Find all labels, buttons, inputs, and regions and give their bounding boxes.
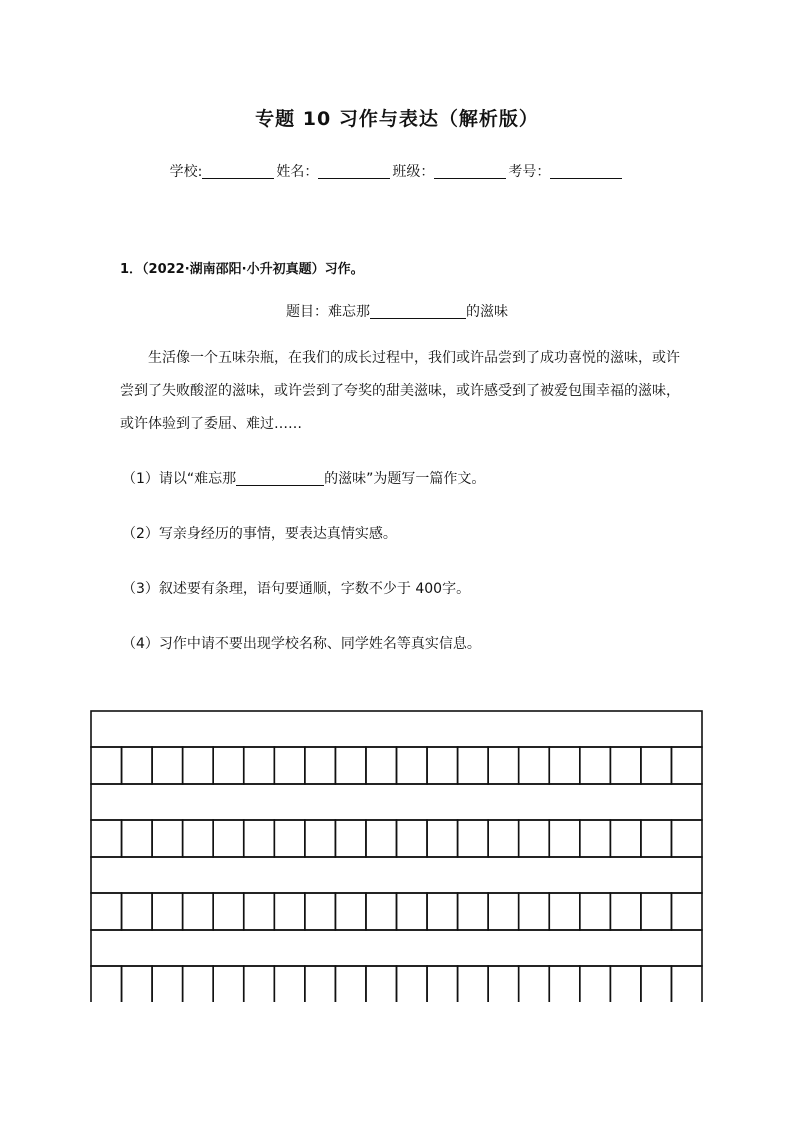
grid-cell <box>519 820 550 857</box>
grid-cell <box>458 966 489 1002</box>
requirement-1-suffix: 的滋味”为题写一篇作文。 <box>324 471 486 487</box>
class-label: 班级： <box>392 164 435 180</box>
question-source: （2022·湖南邵阳·小升初真题）习作。 <box>142 262 364 277</box>
grid-separator-row <box>91 857 702 893</box>
grid-cell <box>549 820 580 857</box>
page-title: 专题 10 习作与表达（解析版） <box>255 108 539 130</box>
grid-cell <box>305 966 336 1002</box>
grid-cell <box>91 820 122 857</box>
grid-cell <box>335 966 366 1002</box>
grid-cell <box>122 820 153 857</box>
grid-cell <box>152 747 183 784</box>
essay-prompt-title <box>0 301 794 321</box>
prompt-title-blank <box>370 304 466 319</box>
grid-cell <box>274 747 305 784</box>
grid-cell <box>580 966 611 1002</box>
grid-cell <box>213 966 244 1002</box>
grid-cell <box>366 966 397 1002</box>
grid-cell <box>641 893 672 930</box>
grid-cell <box>183 966 214 1002</box>
grid-cell <box>610 966 641 1002</box>
requirement-2: （2）写亲身经历的事情，要表达真情实感。 <box>122 526 397 542</box>
grid-cell <box>397 893 428 930</box>
requirement-4: （4）习作中请不要出现学校名称、同学姓名等真实信息。 <box>122 636 481 652</box>
name-blank <box>318 164 390 179</box>
grid-cell <box>366 747 397 784</box>
grid-separator-row <box>91 784 702 820</box>
grid-cell <box>91 747 122 784</box>
requirement-3: （3）叙述要有条理，语句要通顺，字数不少于 400字。 <box>122 581 471 597</box>
grid-cell <box>213 820 244 857</box>
grid-cell <box>610 820 641 857</box>
grid-cell <box>458 747 489 784</box>
grid-cell <box>427 893 458 930</box>
grid-cell <box>274 893 305 930</box>
grid-cell <box>274 966 305 1002</box>
grid-cell <box>671 747 702 784</box>
grid-cell <box>122 893 153 930</box>
exam-no-label: 考号： <box>508 164 551 180</box>
question-header <box>120 258 364 277</box>
grid-cell <box>244 747 275 784</box>
grid-cell <box>488 820 519 857</box>
grid-cell <box>366 820 397 857</box>
grid-cell <box>305 820 336 857</box>
grid-cell <box>244 966 275 1002</box>
grid-cell <box>549 966 580 1002</box>
grid-cell <box>488 747 519 784</box>
grid-cell <box>549 747 580 784</box>
grid-cell <box>427 966 458 1002</box>
grid-cell <box>427 747 458 784</box>
grid-cell <box>458 820 489 857</box>
grid-cell <box>671 966 702 1002</box>
grid-cell <box>305 747 336 784</box>
grid-cell <box>274 820 305 857</box>
grid-cell <box>488 966 519 1002</box>
grid-cell <box>580 747 611 784</box>
grid-separator-row <box>91 930 702 966</box>
grid-cell <box>397 747 428 784</box>
grid-cell <box>122 747 153 784</box>
grid-cell <box>519 966 550 1002</box>
class-blank <box>434 164 506 179</box>
grid-cell <box>122 966 153 1002</box>
grid-cell <box>397 820 428 857</box>
grid-cell <box>488 893 519 930</box>
grid-cell <box>458 893 489 930</box>
grid-cell <box>244 893 275 930</box>
grid-cell <box>335 820 366 857</box>
exam-no-blank <box>550 164 622 179</box>
grid-cell <box>580 820 611 857</box>
grid-cell <box>335 893 366 930</box>
requirement-1 <box>122 468 485 488</box>
grid-cell <box>152 820 183 857</box>
prompt-paragraph: 生活像一个五味杂瓶，在我们的成长过程中，我们或许品尝到了成功喜悦的滋味，或许尝到了失败酸涩的滋味，或许尝到了夸奖的甜美滋味，或许感受到了被爱包围幸福的滋味，或许体验到了委屈、难过…… <box>120 350 680 432</box>
grid-cell <box>366 893 397 930</box>
grid-cell <box>305 893 336 930</box>
grid-cell <box>641 747 672 784</box>
requirement-1-prefix: （1）请以“难忘那 <box>122 471 237 487</box>
requirement-1-blank <box>236 471 324 486</box>
grid-cell <box>519 747 550 784</box>
student-info-line <box>0 161 794 181</box>
grid-cell <box>427 820 458 857</box>
grid-cell <box>152 966 183 1002</box>
writing-grid <box>90 710 703 1002</box>
grid-cell <box>610 747 641 784</box>
grid-cell <box>213 747 244 784</box>
grid-cell <box>213 893 244 930</box>
question-number: 1． <box>120 262 143 277</box>
grid-cell <box>641 820 672 857</box>
grid-cell <box>244 820 275 857</box>
grid-cell <box>519 893 550 930</box>
school-blank <box>202 164 274 179</box>
grid-cell <box>152 893 183 930</box>
grid-cell <box>580 893 611 930</box>
grid-cell <box>183 893 214 930</box>
grid-cell <box>549 893 580 930</box>
grid-cell <box>671 893 702 930</box>
grid-cell <box>397 966 428 1002</box>
grid-cell <box>91 893 122 930</box>
grid-cell <box>183 747 214 784</box>
grid-cell <box>671 820 702 857</box>
grid-cell <box>335 747 366 784</box>
school-label: 学校: <box>169 164 203 180</box>
grid-cell <box>641 966 672 1002</box>
prompt-title-prefix: 题目：难忘那 <box>286 304 370 320</box>
grid-cell <box>91 966 122 1002</box>
grid-separator-row <box>91 711 702 747</box>
grid-cell <box>610 893 641 930</box>
prompt-title-suffix: 的滋味 <box>466 304 508 320</box>
grid-cell <box>183 820 214 857</box>
name-label: 姓名： <box>276 164 319 180</box>
